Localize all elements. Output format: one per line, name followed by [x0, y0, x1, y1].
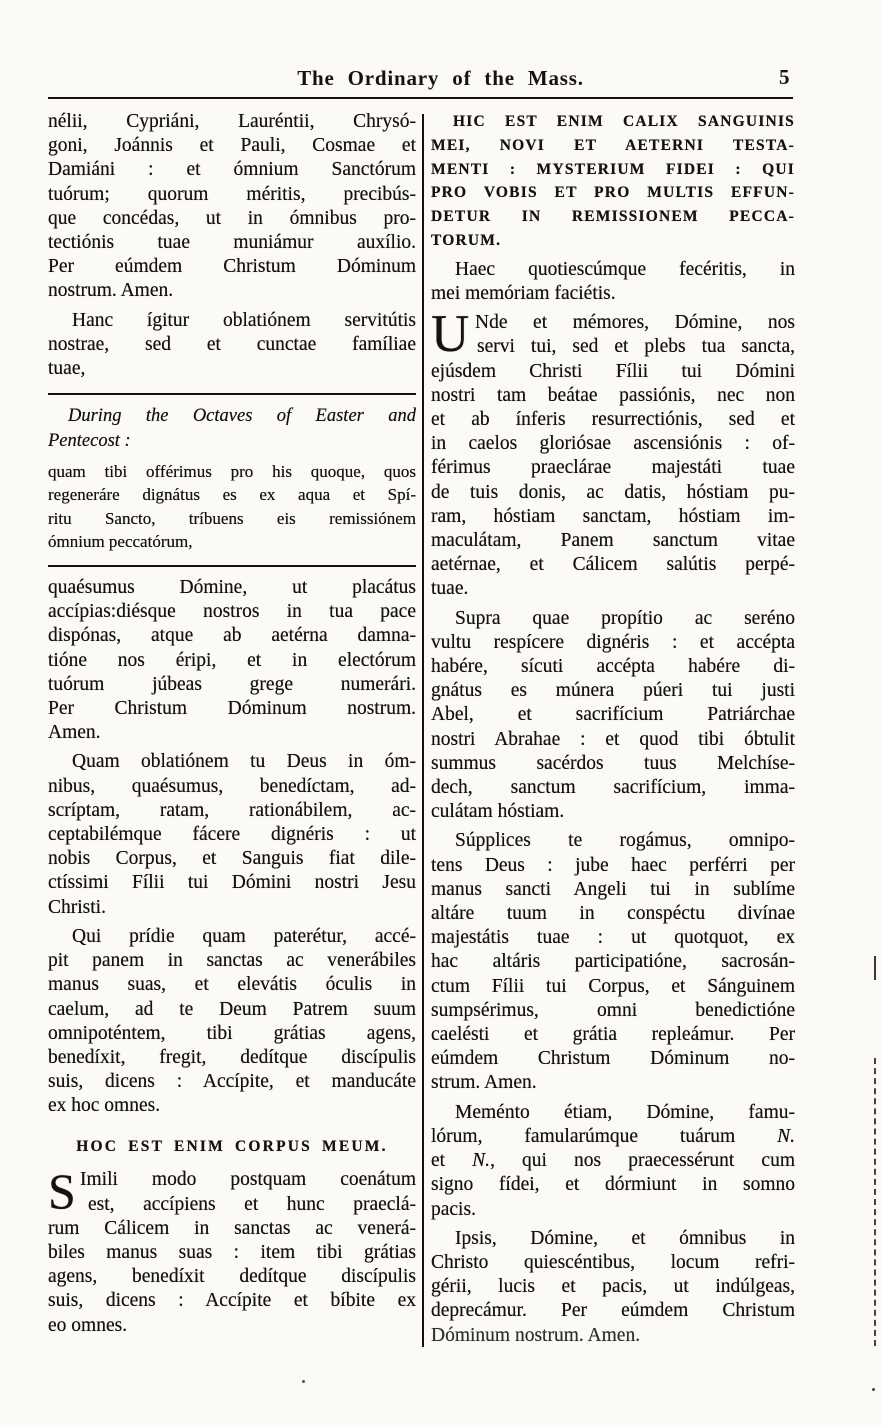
- text-line: nostrum. Amen.: [48, 280, 174, 302]
- column-divider: [422, 114, 424, 1347]
- text-line: During the Octaves of Easter and: [68, 406, 416, 427]
- section-rule: [48, 565, 416, 567]
- text-line: gnátus es múnera púeri tui justi: [431, 680, 795, 702]
- text-line: benedíxit, fregit, dedítque discípulis: [48, 1046, 416, 1068]
- text-line: tectiónis tuae muniámur auxílio.: [48, 232, 416, 254]
- text-line: caelésti et grátia repleámur. Per: [431, 1024, 795, 1046]
- text-line: aetérnae, et Cálicem salútis perpé-: [431, 554, 795, 576]
- left-column: [48, 110, 416, 1338]
- text-line: hac altáris participatióne, sacrosán-: [431, 951, 795, 973]
- text-line: gérii, lucis et pacis, ut indúlgeas,: [431, 1276, 795, 1298]
- text-line: nibus, quaésumus, benedíctam, ad-: [48, 775, 416, 797]
- text-line: caelum, ad te Deum Patrem suum: [48, 998, 416, 1020]
- page-edge-mark: [872, 1388, 875, 1391]
- text-line: et N., qui nos praecessérunt cum: [431, 1150, 795, 1172]
- text-line: tuae.: [431, 578, 469, 600]
- text-line: nobis Corpus, et Sanguis fiat dile-: [48, 848, 416, 870]
- page-number: 5: [779, 65, 790, 89]
- paragraph: [48, 925, 416, 1119]
- paragraph: [48, 1163, 416, 1337]
- paragraph: [431, 1227, 795, 1348]
- text-line: tióne nos éripi, et in electórum: [48, 649, 416, 671]
- text-line: ctum Fílii tui Corpus, et Sánguinem: [431, 975, 795, 997]
- text-line: Qui prídie quam paterétur, accé-: [72, 925, 416, 947]
- text-line: manus sancti Angeli tui in sublíme: [431, 878, 795, 900]
- paragraph: [431, 305, 795, 601]
- text-line: summus sacérdos tuus Melchíse-: [431, 752, 795, 774]
- text-line: habére, sícuti accépta habére di-: [431, 656, 795, 678]
- text-line: PRO VOBIS ET PRO MULTIS EFFUN-: [431, 184, 795, 202]
- text-line: Per eúmdem Christum Dóminum: [48, 256, 416, 278]
- text-line: Súpplices te rogámus, omnipo-: [455, 830, 795, 852]
- text-line: Christi.: [48, 896, 106, 918]
- text-line: tuórum júbeas grege numerári.: [48, 673, 416, 695]
- text-line: tens Deus : jube haec perférri per: [431, 854, 795, 876]
- text-line: tuae,: [48, 358, 86, 380]
- text-line: pit panem in sanctas ac venerábiles: [48, 950, 416, 972]
- text-line: MEI, NOVI ET AETERNI TESTA-: [431, 136, 795, 154]
- paragraph: [48, 576, 416, 745]
- text-line: manus suas, et elevátis óculis in: [48, 974, 416, 996]
- text-line: MENTI : MYSTERIUM FIDEI : QUI: [431, 160, 795, 178]
- scan-artifact-dot: [302, 1380, 305, 1383]
- text-line: DETUR IN REMISSIONEM PECCA-: [431, 208, 795, 226]
- text-line: ctíssimi Fílii tui Dómini nostri Jesu: [48, 872, 416, 894]
- text-line: regeneráre dignátus es ex aqua et Spí-: [48, 485, 416, 505]
- text-line: suis, dicens : Accípite, et manducáte: [48, 1071, 416, 1093]
- text-line: altáre tuum in conspéctu divínae: [431, 903, 795, 925]
- text-line: ejúsdem Christi Fílii tui Dómini: [431, 360, 795, 382]
- text-line: strum. Amen.: [431, 1072, 537, 1094]
- drop-cap-letter: U: [431, 305, 470, 364]
- text-line: eo omnes.: [48, 1314, 128, 1336]
- text-line: Haec quotiescúmque fecéritis, in: [455, 258, 795, 280]
- text-line: nostri tam beátae passiónis, nec non: [431, 384, 795, 406]
- text-line: signo fídei, et dórmiunt in somno: [431, 1174, 795, 1196]
- text-line: goni, Joánnis et Pauli, Cosmae et: [48, 135, 416, 157]
- text-line: agens, benedíxit dedítque discípulis: [48, 1266, 416, 1288]
- text-line: majestátis tuae : ut quotquot, ex: [431, 927, 795, 949]
- paragraph: [48, 460, 416, 553]
- text-line: férimus praeclárae majestáti tuae: [431, 457, 795, 479]
- text-line: Per Christum Dóminum nostrum.: [48, 698, 416, 720]
- text-line: maculátam, Panem sanctum vitae: [431, 530, 795, 552]
- text-line: eúmdem Christum Dóminum no-: [431, 1048, 795, 1070]
- paragraph: [48, 309, 416, 382]
- text-line: deprecámur. Per eúmdem Christum: [431, 1300, 795, 1322]
- section-rule: [48, 393, 416, 395]
- text-line: omnipoténtem, tibi grátias agens,: [48, 1022, 416, 1044]
- header-rule: [48, 97, 793, 99]
- text-line: Hanc ígitur oblatiónem servitútis: [72, 309, 416, 331]
- text-line: tuórum; quorum méritis, precibús-: [48, 183, 416, 205]
- text-line: ram, hóstiam sanctam, hóstiam im-: [431, 505, 795, 527]
- text-line: Abel, et sacrifícium Patriárchae: [431, 704, 795, 726]
- consecration-heading: HOC EST ENIM CORPUS MEUM.: [76, 1137, 388, 1155]
- text-line: mei memóriam faciétis.: [431, 282, 616, 304]
- right-column: [431, 110, 795, 1348]
- text-line: Amen.: [48, 722, 101, 744]
- paragraph: [48, 404, 416, 454]
- text-line: suis, dicens : Accípite et bíbite ex: [48, 1290, 416, 1312]
- paragraph: [48, 750, 416, 919]
- text-line: lórum, famularúmque tuárum N.: [431, 1125, 795, 1147]
- text-line: est, accípiens et hunc praeclá-: [88, 1193, 416, 1215]
- text-line: Dóminum nostrum. Amen.: [431, 1324, 641, 1346]
- text-line: HIC EST ENIM CALIX SANGUINIS: [453, 113, 795, 130]
- text-line: que concédas, ut in ómnibus pro-: [48, 207, 416, 229]
- text-line: servi tui, sed et plebs tua sancta,: [477, 336, 795, 358]
- text-line: Ipsis, Dómine, et ómnibus in: [455, 1227, 795, 1249]
- text-line: Imili modo postquam coenátum: [80, 1169, 416, 1191]
- text-line: culátam hóstiam.: [431, 801, 565, 823]
- text-line: nostri Abrahae : et quod tibi óbtulit: [431, 728, 795, 750]
- text-line: sumpsérimus, omni benedictióne: [431, 999, 795, 1021]
- text-line: nostrae, sed et cunctae famíliae: [48, 333, 416, 355]
- text-line: Christo quiescéntibus, locum refri-: [431, 1251, 795, 1273]
- text-line: nélii, Cypriáni, Lauréntii, Chrysó-: [48, 111, 416, 132]
- text-line: dispónas, atque ab aetérna damna-: [48, 625, 416, 647]
- text-line: Pentecost :: [48, 431, 131, 452]
- paragraph: [431, 607, 795, 825]
- running-title: The Ordinary of the Mass.: [297, 66, 584, 90]
- page-edge-mark: [874, 1058, 876, 1346]
- paragraph: [48, 110, 416, 304]
- page-edge-mark: [874, 956, 876, 980]
- text-line: Nde et mémores, Dómine, nos: [475, 312, 795, 334]
- text-line: pacis.: [431, 1198, 476, 1220]
- text-line: Meménto étiam, Dómine, famu-: [455, 1101, 795, 1123]
- text-line: scríptam, ratam, rationábilem, ac-: [48, 799, 416, 821]
- text-line: TORUM.: [431, 231, 502, 249]
- paragraph: [431, 829, 795, 1095]
- text-line: Supra quae propítio ac seréno: [455, 607, 795, 629]
- text-line: ex hoc omnes.: [48, 1095, 161, 1117]
- text-line: de tuis donis, ac datis, hóstiam pu-: [431, 481, 795, 503]
- text-line: in caelos gloriósae ascensiónis : of-: [431, 433, 795, 455]
- text-line: vultu respícere dignéris : et accépta: [431, 631, 795, 653]
- text-line: Quam oblatiónem tu Deus in óm-: [72, 751, 416, 773]
- text-line: quaésumus Dómine, ut placátus: [48, 577, 416, 599]
- text-line: Damiáni : et ómnium Sanctórum: [48, 159, 416, 181]
- paragraph: [431, 110, 795, 253]
- drop-cap-letter: S: [48, 1163, 76, 1220]
- text-line: ritu Sancto, tríbuens eis remissiónem: [48, 508, 416, 528]
- text-line: quam tibi offérimus pro his quoque, quos: [48, 462, 416, 482]
- text-line: biles manus suas : item tibi grátias: [48, 1241, 416, 1263]
- text-line: dech, sanctum sacrifícium, imma-: [431, 777, 795, 799]
- paragraph: [431, 258, 795, 306]
- paragraph: [431, 1101, 795, 1222]
- text-line: ómnium peccatórum,: [48, 531, 193, 551]
- text-line: accípias:diésque nostros in tua pace: [48, 601, 416, 623]
- text-line: et ab ínferis resurrectiónis, sed et: [431, 409, 795, 430]
- text-line: ceptabilémque fácere dignéris : ut: [48, 824, 416, 846]
- text-line: rum Cálicem in sanctas ac venerá-: [48, 1217, 416, 1239]
